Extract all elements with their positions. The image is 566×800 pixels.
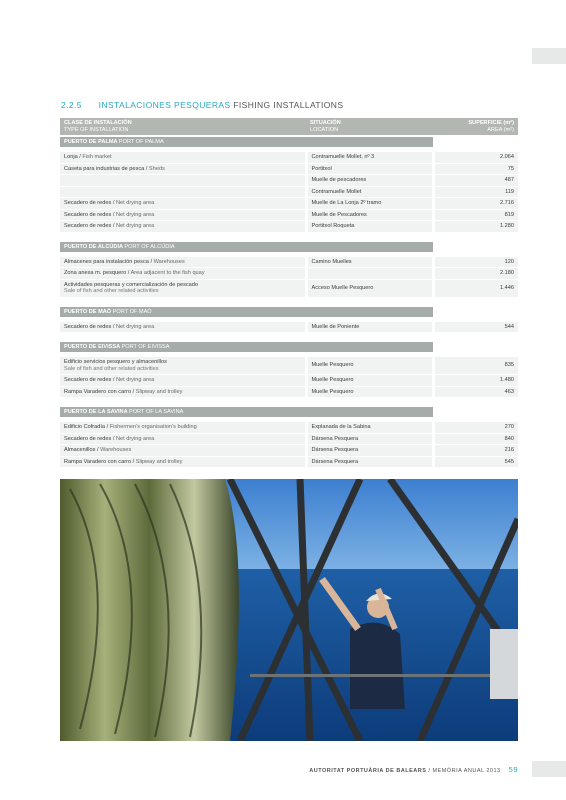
header-type-en: TYPE OF INSTALLATION — [64, 126, 129, 133]
header-area-en: AREA (m²) — [487, 126, 514, 133]
port-name-es: PUERTO DE LA SAVINA — [64, 409, 128, 415]
type-es: Almacenes para instalación pesca — [64, 258, 149, 265]
cell-type — [60, 163, 306, 175]
port-name-en: PORT OF ALCÚDIA — [124, 243, 175, 250]
lighthouse-illustration — [60, 479, 518, 741]
table-body — [60, 136, 518, 468]
type-en: Sheds — [148, 165, 165, 172]
cell-area: 840 — [433, 433, 518, 445]
table-row — [60, 198, 518, 210]
type-es: Secadero de redes — [64, 377, 112, 384]
type-es: Secadero de redes — [64, 200, 112, 207]
type-separator: / — [131, 458, 136, 465]
header-location-es: SITUACIÓN — [310, 120, 341, 126]
table-row — [60, 221, 518, 233]
type-es: Caseta para industrias de pesca — [64, 165, 145, 172]
cell-location: Portitxol Roqueta — [306, 221, 433, 233]
cell-type — [60, 322, 306, 333]
spacer-cell — [60, 333, 518, 343]
type-separator: / — [131, 388, 136, 395]
type-separator: / — [111, 211, 116, 218]
cell-location: Muelle Pesquero — [306, 375, 433, 387]
port-blank-cell — [433, 342, 518, 352]
port-name-es: PUERTO DE MAÓ — [64, 308, 112, 315]
type-separator: / — [111, 323, 116, 330]
port-name-en: PORT OF PALMA — [118, 139, 164, 145]
type-en: Sale of fish and other related activities — [64, 288, 159, 294]
port-header-row — [60, 307, 518, 317]
cell-area: 1.280 — [433, 221, 518, 233]
cell-type — [60, 152, 306, 163]
cell-location: Dársena Pesquera — [306, 445, 433, 457]
cell-location: Muelle Pesquero — [306, 386, 433, 398]
table-row — [60, 209, 518, 221]
header-type — [60, 118, 306, 136]
type-separator: / — [111, 200, 116, 207]
type-en: Net drying area — [115, 377, 155, 384]
port-header-row — [60, 242, 518, 252]
cell-area: 1.480 — [433, 375, 518, 387]
type-es: Rampa Varadero con carro — [64, 458, 132, 465]
port-name — [60, 342, 433, 352]
type-en: Warehouses — [153, 258, 185, 265]
table-row — [60, 375, 518, 387]
table-spacer — [60, 232, 518, 242]
cell-type — [60, 175, 306, 187]
port-blank-cell — [433, 136, 518, 147]
spacer-cell — [60, 232, 518, 242]
section-title-en: FISHING INSTALLATIONS — [233, 100, 344, 110]
type-en: Warehouses — [100, 447, 132, 454]
type-separator: / — [105, 424, 110, 431]
type-en: Slipway and trolley — [135, 458, 183, 465]
type-en: Net drying area — [115, 323, 155, 330]
page-footer — [309, 765, 518, 774]
type-en: Area adjacent to the fish quay — [130, 270, 205, 277]
table-row — [60, 445, 518, 457]
port-blank-cell — [433, 242, 518, 252]
table-row — [60, 279, 518, 297]
table-spacer — [60, 297, 518, 307]
cell-location: Muelle de pescadores — [306, 175, 433, 187]
table-row — [60, 268, 518, 280]
cell-type — [60, 221, 306, 233]
cell-location: Explanada de la Sabina — [306, 422, 433, 433]
port-header-row — [60, 342, 518, 352]
cell-type — [60, 257, 306, 268]
cell-type — [60, 445, 306, 457]
type-es: Lonja — [64, 154, 78, 161]
port-header-row — [60, 136, 518, 147]
cell-area: 835 — [433, 357, 518, 375]
section-title — [61, 100, 343, 110]
type-es: Edificio servicios pesquero y almacenillos — [64, 359, 167, 366]
table-row — [60, 186, 518, 198]
cell-area: 487 — [433, 175, 518, 187]
footer-org: AUTORITAT PORTUÀRIA DE BALEARS — [309, 768, 427, 774]
port-name-en: PORT OF EIVISSA — [121, 344, 170, 350]
cell-area: 2.716 — [433, 198, 518, 210]
cell-area: 544 — [433, 322, 518, 333]
type-es: Edificio Cofradía — [64, 424, 106, 431]
cell-area: 2.180 — [433, 268, 518, 280]
table-row — [60, 175, 518, 187]
cell-area: 819 — [433, 209, 518, 221]
side-tab-top — [532, 48, 566, 64]
footer-separator: / — [428, 768, 433, 774]
cell-area: 120 — [433, 257, 518, 268]
cell-area: 1.446 — [433, 279, 518, 297]
port-name — [60, 242, 433, 252]
page-number: 59 — [508, 765, 518, 774]
port-name — [60, 136, 433, 147]
cell-type — [60, 375, 306, 387]
type-en: Net drying area — [115, 211, 155, 218]
cell-type — [60, 209, 306, 221]
type-separator: / — [77, 154, 83, 161]
header-type-es: CLASE DE INSTALACIÓN — [64, 120, 132, 126]
cell-location: Contramuelle Mollet — [306, 186, 433, 198]
cell-area: 2.064 — [433, 152, 518, 163]
cell-area: 463 — [433, 386, 518, 398]
fishing-installations-table — [60, 118, 518, 468]
type-es: Zona anexa m. pesquero — [64, 270, 127, 277]
port-name-es: PUERTO DE ALCÚDIA — [64, 243, 123, 250]
port-name-es: PUERTO DE PALMA — [64, 139, 118, 145]
port-name-es: PUERTO DE EIVISSA — [64, 344, 120, 350]
type-separator: / — [144, 165, 149, 172]
cell-location: Dársena Pesquera — [306, 456, 433, 468]
type-es: Secadero de redes — [64, 211, 112, 218]
type-es: Secadero de redes — [64, 223, 112, 230]
cell-location: Muelle de Poniente — [306, 322, 433, 333]
cell-type — [60, 433, 306, 445]
cell-location: Camino Muelles — [306, 257, 433, 268]
type-es: Actividades pesqueras y comercialización de pescado — [64, 281, 199, 288]
cell-type — [60, 198, 306, 210]
type-separator: / — [111, 377, 116, 384]
port-name-en: PORT OF LA SAVINA — [128, 409, 184, 415]
type-separator: / — [126, 270, 131, 277]
port-blank-cell — [433, 307, 518, 317]
header-location-en: LOCATION — [310, 126, 339, 133]
cell-location — [306, 268, 433, 280]
port-name — [60, 407, 433, 417]
header-area — [433, 118, 518, 136]
type-en: Sale of fish and other related activities — [64, 365, 159, 372]
type-en: Fishermen's organisation's building — [109, 424, 197, 431]
cell-type — [60, 268, 306, 280]
cell-location: Muelle de Pescadores — [306, 209, 433, 221]
table-row — [60, 433, 518, 445]
type-en: Net drying area — [115, 435, 155, 442]
cell-area: 119 — [433, 186, 518, 198]
cell-type — [60, 186, 306, 198]
table-row — [60, 386, 518, 398]
cell-type — [60, 422, 306, 433]
table-row — [60, 322, 518, 333]
cell-location: Muelle de La Lonja 2º tramo — [306, 198, 433, 210]
table-spacer — [60, 398, 518, 408]
type-separator: / — [111, 223, 116, 230]
type-es: Secadero de redes — [64, 323, 112, 330]
table-row — [60, 357, 518, 375]
header-area-es: SUPERFICIE (m²) — [468, 120, 514, 126]
table-row — [60, 422, 518, 433]
table-spacer — [60, 333, 518, 343]
table-header-row — [60, 118, 518, 136]
cell-location: Muelle Pesquero — [306, 357, 433, 375]
port-name-en: PORT OF MAÓ — [112, 308, 152, 315]
port-name — [60, 307, 433, 317]
cell-location: Portitxol — [306, 163, 433, 175]
type-es: Rampa Varadero con carro — [64, 388, 132, 395]
type-en: Slipway and trolley — [135, 388, 183, 395]
table-row — [60, 257, 518, 268]
type-es: Almacenillos — [64, 447, 96, 454]
cell-type — [60, 456, 306, 468]
section-title-es: INSTALACIONES PESQUERAS — [98, 100, 231, 110]
type-es: Secadero de redes — [64, 435, 112, 442]
cell-type — [60, 386, 306, 398]
lighthouse-photo — [60, 479, 518, 741]
cell-location: Contramuelle Mollet, nº 3 — [306, 152, 433, 163]
cell-area: 270 — [433, 422, 518, 433]
port-header-row — [60, 407, 518, 417]
cell-location: Acceso Muelle Pesquero — [306, 279, 433, 297]
spacer-cell — [60, 297, 518, 307]
cell-type — [60, 357, 306, 375]
type-separator: / — [95, 447, 101, 454]
type-en: Fish market — [82, 154, 112, 161]
type-en: Net drying area — [115, 200, 155, 207]
footer-report: MEMÒRIA ANUAL 2013 — [432, 768, 501, 774]
spacer-cell — [60, 398, 518, 408]
type-en: Net drying area — [115, 223, 155, 230]
table-row — [60, 152, 518, 163]
type-separator: / — [111, 435, 116, 442]
cell-location: Dársena Pesquera — [306, 433, 433, 445]
cell-area: 545 — [433, 456, 518, 468]
cell-type — [60, 279, 306, 297]
cell-area: 75 — [433, 163, 518, 175]
type-separator: / — [148, 258, 154, 265]
header-location — [306, 118, 433, 136]
port-blank-cell — [433, 407, 518, 417]
side-tab-bottom — [532, 761, 566, 777]
table-row — [60, 456, 518, 468]
cell-area: 216 — [433, 445, 518, 457]
table-row — [60, 163, 518, 175]
section-number: 2.2.5 — [61, 100, 82, 110]
